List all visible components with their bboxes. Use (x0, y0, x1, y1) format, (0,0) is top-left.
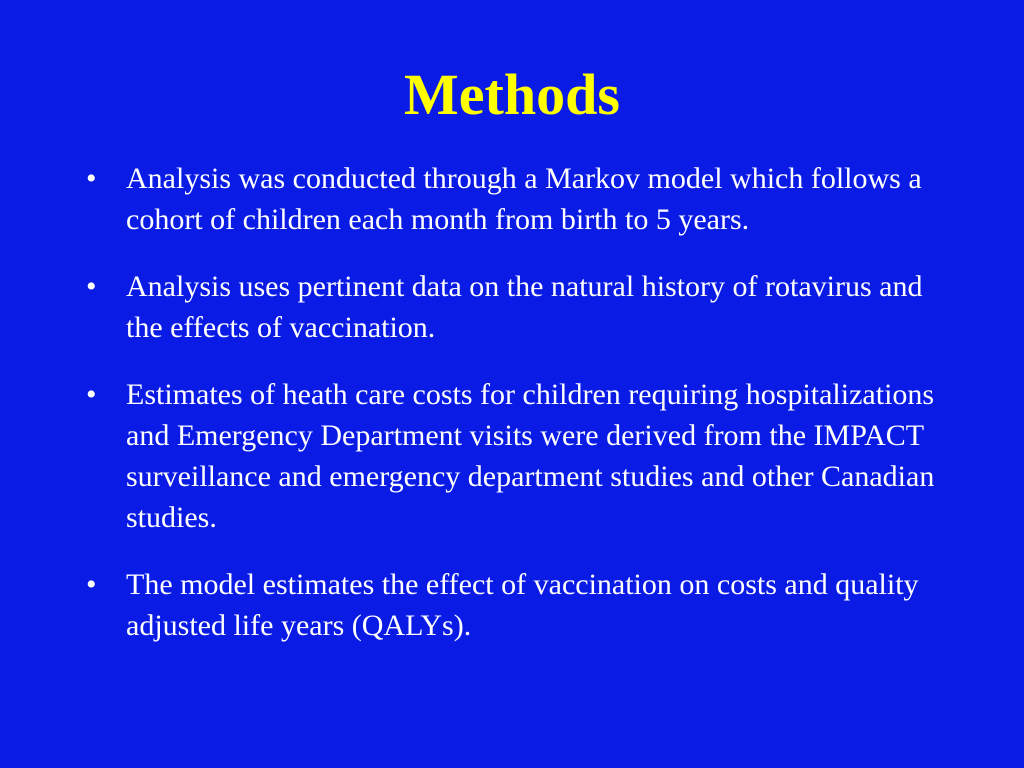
bullet-icon: • (86, 162, 97, 195)
bullet-item (86, 266, 946, 348)
bullet-icon: • (86, 568, 97, 601)
bullet-item (86, 158, 946, 240)
bullet-icon: • (86, 270, 97, 303)
bullet-text: Estimates of heath care costs for children requiring hospitalizations and Emergency Department visits were derived from the IMPACT surveillance and emergency department studies and other Canadian studies. (126, 378, 935, 534)
bullet-item (86, 374, 946, 538)
bullet-text: Analysis uses pertinent data on the natural history of rotavirus and the effects of vaccination. (126, 270, 923, 344)
bullet-icon: • (86, 378, 97, 411)
bullet-text: Analysis was conducted through a Markov model which follows a cohort of children each month from birth to 5 years. (126, 162, 922, 236)
slide-title: Methods (404, 62, 620, 127)
bullet-item (86, 564, 946, 646)
bullet-text: The model estimates the effect of vaccination on costs and quality adjusted life years (QALYs). (126, 568, 919, 642)
bullet-list (86, 158, 946, 672)
